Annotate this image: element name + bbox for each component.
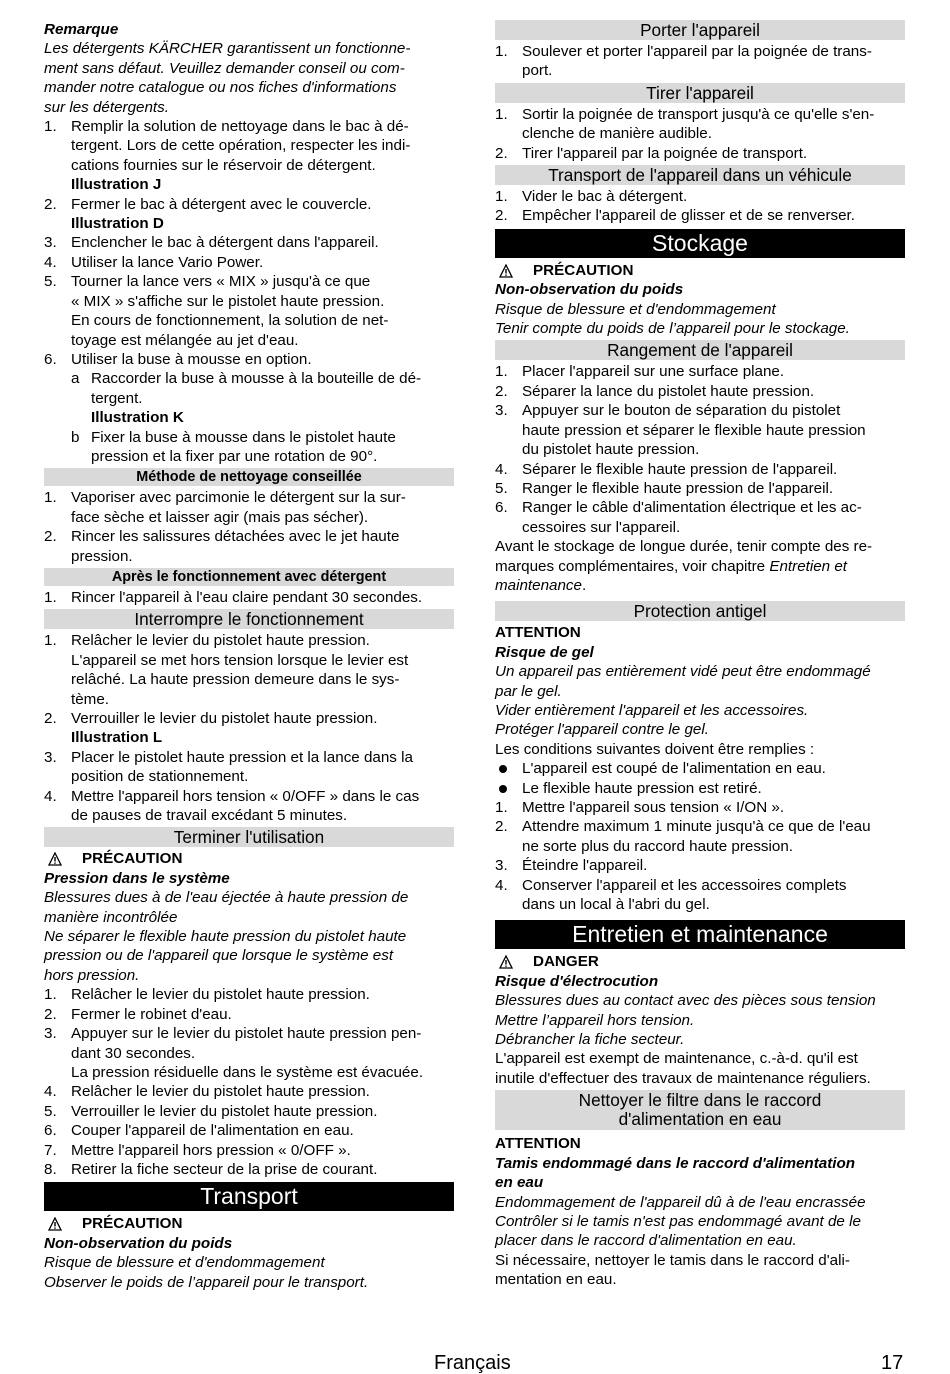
text-line: Tamis endommagé dans le raccord d'alimentation [495,1154,856,1172]
step-text [71,527,399,566]
text-line: L'appareil est exempt de maintenance, c.-à-d. qu'il est [495,1050,858,1068]
list-item [495,206,905,225]
warning-danger [495,952,905,971]
text-line: mentation en eau. [495,1271,617,1289]
antigel-bullets [495,759,905,798]
step-number: 3. [495,402,508,420]
list-item [495,382,905,401]
text-line: Soulever et porter l'appareil par la poignée de trans- [522,43,872,60]
remarque-text [44,39,454,117]
attention-risk [495,1154,905,1193]
text-line: Conserver l'appareil et les accessoires complets [522,876,847,894]
text-line: inutile d'effectuer des travaux de maintenance réguliers. [495,1069,871,1087]
steps-foam-nozzle [44,369,454,466]
step-text [522,798,784,817]
warning-text [44,888,454,985]
text-line: relâché. La haute pression demeure dans le sys- [71,671,400,689]
step-number: 3. [44,234,57,252]
list-item [44,253,454,272]
warning-triangle-icon [48,1217,62,1231]
text-line: Appuyer sur le levier du pistolet haute pression pen- [71,1025,422,1043]
text-line: Contrôler si le tamis n'est pas endommagé avant de le [495,1212,861,1230]
attention-text [495,662,905,740]
list-item [44,1141,454,1160]
text-line: Couper l'appareil de l'alimentation en eau. [71,1122,354,1140]
step-text [71,985,370,1004]
step-text [71,195,372,234]
sub-step-letter: b [71,428,80,446]
step-number: 1. [44,489,57,507]
list-item [495,42,905,81]
step-text [71,588,422,607]
steps-detergent [44,117,454,369]
step-text [71,350,312,369]
steps-methode [44,488,454,566]
text-line: hors pression. [44,966,140,984]
text-line: dant 30 secondes. [71,1044,196,1062]
steps-vehicule [495,187,905,226]
text-line: Blessures dues à de l'eau éjectée à haute pression de [44,889,409,907]
bullet-dot-icon [495,759,522,778]
step-text [522,460,837,479]
page-number: 17 [881,1352,904,1374]
text-line: Si nécessaire, nettoyer le tamis dans le raccord d'ali- [495,1251,850,1269]
step-number: 6. [495,499,508,517]
heading-methode: Méthode de nettoyage conseillée [44,468,454,486]
text-line: pression ou de l'appareil que lorsque le système est [44,947,394,965]
heading-vehicule: Transport de l'appareil dans un véhicule [495,165,905,185]
right-column [495,20,905,1290]
list-item [44,272,454,350]
text-line: tergent. Lors de cette opération, respecter les indi- [71,137,411,155]
text-line: du pistolet haute pression. [522,441,700,459]
list-item [495,401,905,459]
text-line: L'appareil se met hors tension lorsque le levier est [71,651,409,669]
text-line: Vaporiser avec parcimonie le détergent sur la sur- [71,489,406,507]
step-number: 2. [495,382,508,400]
text-line: face sèche et laisser agir (mais pas sécher). [71,508,369,526]
illustration-ref: Illustration L [71,729,163,747]
step-number: 6. [44,1122,57,1140]
text-line: Mettre l’appareil hors tension. [495,1011,695,1029]
warning-precaution-transport [44,1214,454,1233]
text-line: mander notre catalogue ou nos fiches d'informations [44,79,397,97]
text-line: Un appareil pas entièrement vidé peut être endommagé [495,663,871,681]
step-text [71,631,408,709]
step-text [522,105,874,144]
list-item [44,1160,454,1179]
list-item [495,105,905,144]
step-number: 4. [495,876,508,894]
warning-label: PRÉCAUTION [82,1215,183,1233]
list-item [44,588,454,607]
sub-step-letter: a [71,370,80,388]
attention-label: ATTENTION [495,1135,581,1153]
step-text [71,1005,232,1024]
bullet-dot-icon [495,779,522,798]
warning-label: PRÉCAUTION [82,850,183,868]
warning-title: Non-observation du poids [495,281,684,299]
step-text [522,187,687,206]
warning-label: DANGER [533,953,599,971]
step-number: 6. [44,350,57,368]
step-text [522,206,855,225]
attention-text [495,1193,905,1251]
list-item [44,748,454,787]
text-line: La pression résiduelle dans le système est évacuée. [71,1063,424,1081]
step-number: 2. [44,528,57,546]
step-text [71,1121,354,1140]
text-line: en eau [495,1174,544,1192]
step-text [522,42,872,81]
text-line: Risque de blessure et d'endommagement [44,1254,325,1272]
warning-label: PRÉCAUTION [533,261,634,279]
text-line: Verrouiller le levier du pistolet haute pression. [71,1102,378,1120]
heading-filtre: Nettoyer le filtre dans le raccord d'alimentation en eau [495,1090,905,1130]
text-line: Retirer la fiche secteur de la prise de courant. [71,1160,378,1178]
step-number: 1. [495,363,508,381]
warning-triangle-icon [499,264,513,278]
text-line: sur les détergents. [44,98,169,116]
step-number: 1. [495,43,508,60]
text-line: Fixer la buse à mousse dans le pistolet haute [91,428,396,446]
step-text [522,362,784,381]
text-line: cessoires sur l'appareil. [522,518,681,536]
step-number: 2. [44,1005,57,1023]
danger-risk: Risque d'électrocution [495,972,659,990]
steps-tirer [495,105,905,163]
list-item [44,233,454,252]
text-line: Fermer le bac à détergent avec le couvercle. [71,195,372,213]
text-line: Utiliser la lance Vario Power. [71,253,264,271]
step-text [71,253,263,272]
text-line: Mettre l'appareil hors tension « 0/OFF » dans le cas [71,787,420,805]
bullet-text: L'appareil est coupé de l'alimentation en eau. [522,760,826,778]
sub-step-text [91,369,421,427]
illustration-ref: Illustration K [91,409,184,427]
text-line: Séparer la lance du pistolet haute pression. [522,382,815,400]
text-line: dans un local à l'abri du gel. [522,896,710,914]
text-line: Raccorder la buse à mousse à la bouteille de dé- [91,370,422,388]
text-line: Remplir la solution de nettoyage dans le bac à dé- [71,118,409,136]
text-line: Enclencher le bac à détergent dans l'appareil. [71,234,379,252]
text-line: Ranger le flexible haute pression de l'appareil. [522,479,834,497]
attention-label: ATTENTION [495,624,581,642]
bullet-item [495,779,905,798]
text-line: Mettre l'appareil sous tension « I/ON ». [522,799,785,816]
step-text [522,479,833,498]
step-number: 1. [44,986,57,1004]
text-line: Protéger l'appareil contre le gel. [495,721,709,739]
step-number: 4. [44,253,57,271]
step-text [71,1141,351,1160]
step-number: 5. [44,273,57,291]
list-item [495,362,905,381]
text-line: Éteindre l'appareil. [522,857,648,875]
list-item [495,144,905,163]
text-line: Fermer le robinet d'eau. [71,1005,232,1023]
text-line: tergent. [91,389,143,407]
step-text [522,876,847,915]
step-text [71,787,419,826]
step-number: 2. [44,195,57,213]
text-line: Vider entièrement l'appareil et les accessoires. [495,701,809,719]
list-item [44,488,454,527]
warning-title: Non-observation du poids [44,1234,233,1252]
attention-risk: Risque de gel [495,643,594,661]
heading-apres: Après le fonctionnement avec détergent [44,568,454,586]
step-text [71,1102,377,1121]
list-item [44,1082,454,1101]
list-item [44,1005,454,1024]
step-text [522,498,862,537]
step-number: 3. [495,857,508,875]
sub-list-item [44,369,454,427]
list-item [495,817,905,856]
left-column [44,20,454,1292]
step-text [522,144,807,163]
entretien-text [495,1049,905,1088]
text-line: placer dans le raccord d'alimentation en eau. [495,1232,797,1250]
step-text [522,401,866,459]
heading-entretien: Entretien et maintenance [495,920,905,949]
step-number: 4. [44,787,57,805]
text-line: Tourner la lance vers « MIX » jusqu'à ce que [71,273,371,291]
text-line: pression. [71,547,133,565]
heading-porter: Porter l'appareil [495,20,905,40]
text-line: tème. [71,690,109,708]
text-line: clenche de manière audible. [522,125,712,143]
step-number: 1. [495,105,508,123]
step-number: 2. [495,818,508,836]
step-text [71,272,388,350]
step-text [71,233,379,252]
text-line: Empêcher l'appareil de glisser et de se renverser. [522,207,855,225]
footer-language: Français [434,1352,511,1374]
steps-antigel [495,798,905,914]
warning-triangle-icon [48,852,62,866]
text-line: Relâcher le levier du pistolet haute pression. [71,632,370,650]
text-line: port. [522,62,553,80]
text-line: de pauses de travail excédant 5 minutes. [71,807,348,825]
list-item [44,527,454,566]
steps-interrompre [44,631,454,825]
text-line: ment sans défaut. Veuillez demander conseil ou com- [44,59,405,77]
step-number: 1. [495,188,508,206]
step-text [522,856,647,875]
text-line: par le gel. [495,682,562,700]
text-line: Utiliser la buse à mousse en option. [71,350,312,368]
step-number: 8. [44,1160,57,1178]
heading-terminer: Terminer l'utilisation [44,827,454,847]
text-line: Vider le bac à détergent. [522,188,688,206]
text-line: Appuyer sur le bouton de séparation du pistolet [522,402,841,420]
bullet-item [495,759,905,778]
text-line: Ne séparer le flexible haute pression du pistolet haute [44,928,407,946]
step-number: 2. [495,144,508,162]
text-line: Placer l'appareil sur une surface plane. [522,363,785,381]
list-item [495,856,905,875]
warning-precaution [44,849,454,868]
step-number: 2. [44,710,57,727]
step-text [71,1160,377,1179]
list-item [495,460,905,479]
text-line: Endommagement de l'appareil dû à de l'eau encrassée [495,1193,866,1211]
text-line: haute pression et séparer le flexible haute pression [522,421,866,439]
list-item [495,798,905,817]
remarque-title: Remarque [44,21,119,38]
text-line: Les détergents KÄRCHER garantissent un fonctionne- [44,40,411,58]
list-item [44,787,454,826]
danger-text [495,991,905,1049]
text-line: Tenir compte du poids de l’appareil pour le stockage. [495,320,850,338]
text-line: manière incontrôlée [44,908,178,926]
heading-transport: Transport [44,1182,454,1211]
text-line: Ranger le câble d'alimentation électrique et les ac- [522,499,862,517]
heading-interrompre: Interrompre le fonctionnement [44,609,454,629]
list-item [44,709,454,748]
text-line: Relâcher le levier du pistolet haute pression. [71,986,370,1004]
step-text [522,817,871,856]
step-number: 3. [44,1025,57,1043]
text-line: Débrancher la fiche secteur. [495,1031,685,1049]
steps-apres [44,588,454,607]
text-line: cations fournies sur le réservoir de détergent. [71,156,376,174]
text-line: En cours de fonctionnement, la solution de net- [71,312,389,330]
sub-list-item [44,428,454,467]
list-item [495,187,905,206]
text-line: Tirer l'appareil par la poignée de transport. [522,144,808,162]
text-line: Rincer les salissures détachées avec le jet haute [71,528,400,546]
step-number: 1. [44,118,57,136]
illustration-ref: Illustration D [71,215,164,233]
text-line: ne sorte plus du raccord haute pression. [522,837,794,855]
warning-text [495,300,905,339]
text-line: Attendre maximum 1 minute jusqu'à ce que de l'eau [522,818,871,836]
step-number: 1. [44,632,57,650]
step-text [71,1082,370,1101]
step-text [71,748,413,787]
step-text [522,382,814,401]
text-line: Mettre l'appareil hors pression « 0/OFF ». [71,1141,351,1159]
step-number: 3. [44,748,57,766]
text-line: Blessures dues au contact avec des pièces sous tension [495,992,876,1010]
text-line: Rincer l'appareil à l'eau claire pendant 30 secondes. [71,588,423,606]
step-number: 7. [44,1141,57,1159]
step-text [71,117,410,195]
step-number: 5. [44,1102,57,1120]
bullet-text: Le flexible haute pression est retiré. [522,779,762,797]
warning-title: Pression dans le système [44,869,230,887]
step-number: 2. [495,207,508,225]
list-item [44,1024,454,1082]
warning-text [44,1253,454,1292]
heading-stockage: Stockage [495,229,905,258]
text-line: Verrouiller le levier du pistolet haute pression. [71,710,378,727]
heading-tirer: Tirer l'appareil [495,83,905,103]
text-line: pression et la fixer par une rotation de 90°. [91,447,378,465]
steps-rangement [495,362,905,537]
text-line: Risque de blessure et d'endommagement [495,300,776,318]
warning-triangle-icon [499,955,513,969]
steps-porter [495,42,905,81]
list-item [495,498,905,537]
step-text [71,488,406,527]
text-line: Sortir la poignée de transport jusqu'à ce qu'elle s'en- [522,105,875,123]
text-line: Relâcher le levier du pistolet haute pression. [71,1083,370,1101]
text-line: Observer le poids de l’appareil pour le transport. [44,1273,369,1291]
text-line: toyage est mélangée au jet d'eau. [71,331,299,349]
list-item [44,117,454,195]
list-item [44,985,454,1004]
list-item [495,479,905,498]
heading-antigel: Protection antigel [495,601,905,621]
list-item [495,876,905,915]
text-line: Séparer le flexible haute pression de l'appareil. [522,460,838,478]
antigel-conditions: Les conditions suivantes doivent être remplies : [495,740,815,758]
list-item [44,350,454,369]
list-item [44,195,454,234]
step-text [71,1024,423,1082]
heading-rangement: Rangement de l'appareil [495,340,905,360]
filtre-text [495,1251,905,1290]
steps-terminer [44,985,454,1179]
step-text [71,709,377,748]
sub-step-text [91,428,396,467]
step-number: 4. [44,1083,57,1101]
list-item [44,1121,454,1140]
rangement-note: Avant le stockage de longue durée, tenir compte des re- marques complémentaires, voir chapitre Entretien et maintenance. [495,538,873,594]
step-number: 5. [495,479,508,497]
text-line: Placer le pistolet haute pression et la lance dans la [71,748,413,766]
list-item [44,1102,454,1121]
text-line: position de stationnement. [71,768,249,786]
list-item [44,631,454,709]
warning-precaution-stockage [495,261,905,280]
text-line: « MIX » s'affiche sur le pistolet haute pression. [71,292,385,310]
step-number: 4. [495,460,508,478]
illustration-ref: Illustration J [71,176,162,194]
step-number: 1. [495,799,508,816]
step-number: 1. [44,588,57,606]
